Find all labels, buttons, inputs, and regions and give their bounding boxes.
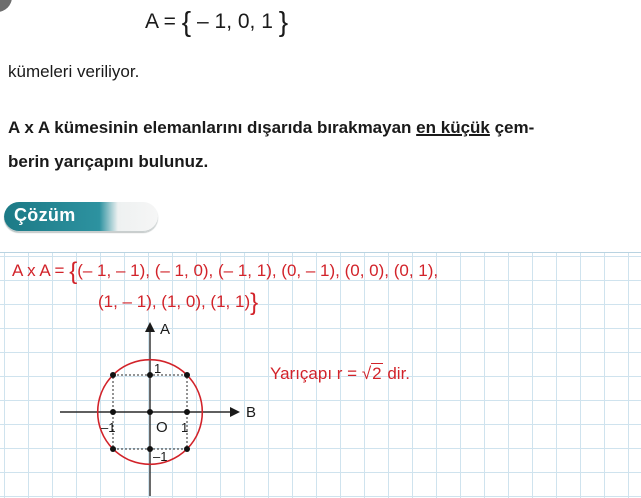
tick-label-neg-x: –1 [101, 420, 116, 435]
y-axis-label: A [160, 321, 171, 338]
question-line-2: berin yarıçapını bulunuz. [8, 152, 209, 171]
lattice-point-5 [147, 372, 153, 378]
sqrt-expression [362, 364, 383, 384]
tick-label-pos-y: 1 [154, 361, 162, 376]
y-axis-arrow [145, 322, 155, 332]
solution-label: Çözüm [14, 205, 76, 225]
set-definition [145, 6, 288, 38]
lattice-point-6 [184, 446, 190, 452]
question-line-1-start: A x A kümesinin elemanlarını dışarıda bırakmayan [8, 118, 417, 137]
question-line-1 [8, 118, 534, 138]
set-close-brace: } [278, 6, 289, 37]
tick-label-pos-x: 1 [181, 420, 189, 435]
question-line-1-end: çem- [489, 118, 535, 137]
product-set-elements-2: (1, – 1), (1, 0), (1, 1) [98, 292, 251, 311]
origin-label: O [156, 419, 168, 436]
product-set-line-1 [12, 258, 438, 286]
x-axis-label: B [246, 404, 257, 421]
sqrt-radicand: 2 [372, 364, 382, 383]
lattice-point-1 [110, 409, 116, 415]
radius-suffix: dir. [382, 364, 411, 383]
coordinate-diagram [60, 320, 260, 496]
radius-answer [270, 364, 410, 384]
tick-label-neg-y: –1 [153, 449, 168, 464]
given-text: kümeleri veriliyor. [8, 62, 140, 81]
product-set-lhs: A x A = [12, 261, 65, 280]
product-set-line-2 [98, 289, 258, 317]
set-elements: – 1, 0, 1 [197, 10, 273, 33]
x-axis-arrow [230, 407, 240, 417]
lattice-point-8 [184, 372, 190, 378]
product-set-close-brace: } [250, 289, 259, 316]
radius-prefix: Yarıçapı r = [270, 364, 362, 383]
corner-badge [0, 0, 12, 12]
set-open-brace: { [181, 6, 192, 37]
question-underlined: en küçük [416, 118, 490, 137]
lattice-point-4 [147, 409, 153, 415]
lattice-point-7 [184, 409, 190, 415]
lattice-point-2 [110, 372, 116, 378]
product-set-elements-1: (– 1, – 1), (– 1, 0), (– 1, 1), (0, – 1), (0, 0), (0, 1), [77, 261, 439, 280]
lattice-point-0 [110, 446, 116, 452]
set-lhs: A = [145, 10, 176, 33]
product-set-open-brace: { [69, 258, 78, 285]
sqrt-symbol: √ [361, 364, 372, 383]
